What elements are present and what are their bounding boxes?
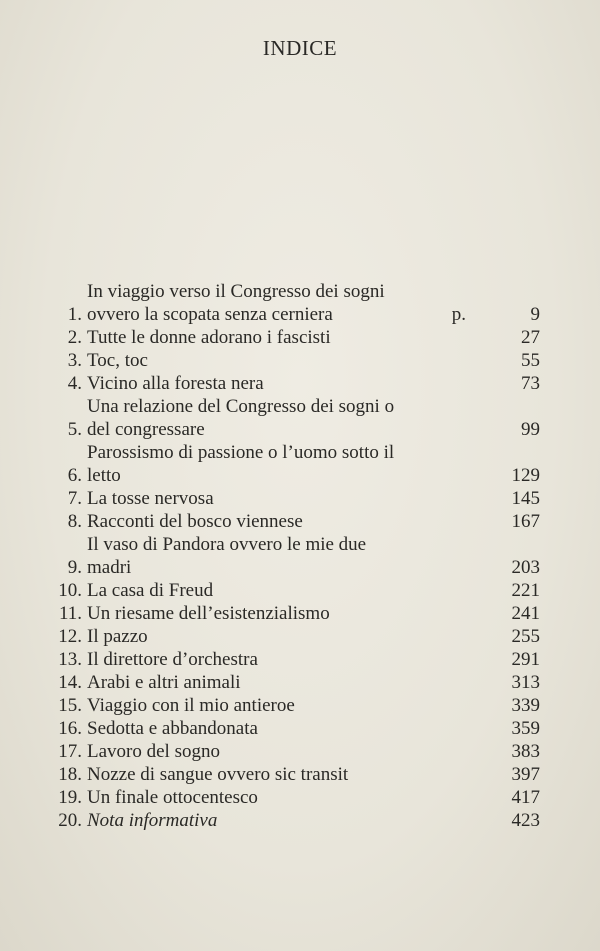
toc-entry-page: 313: [511, 672, 540, 693]
toc-entry-number: 3.: [67, 350, 82, 371]
toc-entry-number: 11.: [58, 603, 82, 624]
toc-entry-title: Una relazione del Congresso dei sogni o: [87, 396, 395, 417]
toc-entry-number: 17.: [58, 741, 82, 762]
toc-entry-page: 241: [511, 603, 540, 624]
toc-entry-number: 13.: [58, 649, 82, 670]
toc-entry: [40, 625, 540, 648]
page-title: INDICE: [262, 36, 338, 60]
toc-entry-title: Nozze di sangue ovvero sic transit: [87, 764, 349, 785]
toc-entry-number: 2.: [67, 327, 82, 348]
toc-entry: [40, 740, 540, 763]
toc-entry-page: 145: [511, 488, 540, 509]
toc-entry-title: Sedotta e abbandonata: [87, 718, 258, 739]
page-prefix: p.: [451, 304, 466, 325]
toc-entry: [40, 280, 540, 326]
toc-entry: [40, 441, 540, 487]
toc-entry-page: 291: [511, 649, 540, 670]
toc-entry-title: letto: [87, 465, 121, 486]
toc-entry: [40, 786, 540, 809]
toc-entry: [40, 326, 540, 349]
toc-entry: [40, 763, 540, 786]
toc-entry: [40, 487, 540, 510]
toc-entry: [40, 809, 540, 832]
toc-entry-number: 20.: [58, 810, 82, 831]
toc-entry-title: madri: [87, 557, 132, 578]
toc-entry-title: Arabi e altri animali: [87, 672, 241, 693]
toc-entry-page: 9: [530, 304, 540, 325]
toc-entry-title: Toc, toc: [87, 350, 148, 371]
toc-entry-number: 4.: [67, 373, 82, 394]
toc-entry-number: 9.: [67, 557, 82, 578]
toc-entry-page: 417: [511, 787, 540, 808]
toc-entry-page: 27: [521, 327, 540, 348]
toc-entry: [40, 395, 540, 441]
toc-entry-page: 359: [511, 718, 540, 739]
toc-entry-title: La casa di Freud: [87, 580, 214, 601]
toc-entry-title: Il pazzo: [87, 626, 148, 647]
toc-entry-number: 1.: [67, 304, 82, 325]
toc-entry-title: ovvero la scopata senza cerniera: [87, 304, 333, 325]
toc-entry-number: 18.: [58, 764, 82, 785]
toc-entry-page: 73: [521, 373, 540, 394]
toc-entry-page: 423: [511, 810, 540, 831]
toc-entry-title: Nota informativa: [87, 810, 218, 831]
table-of-contents: [40, 280, 540, 832]
toc-entry-page: 383: [511, 741, 540, 762]
toc-entry-title: Un finale ottocentesco: [87, 787, 258, 808]
toc-entry-title: Un riesame dell’esistenzialismo: [87, 603, 330, 624]
toc-entry-page: 221: [511, 580, 540, 601]
toc-entry-title: Viaggio con il mio antieroe: [87, 695, 295, 716]
toc-entry: [40, 717, 540, 740]
toc-entry-title: Tutte le donne adorano i fascisti: [87, 327, 331, 348]
toc-entry-number: 14.: [58, 672, 82, 693]
toc-entry-number: 16.: [58, 718, 82, 739]
toc-entry-title: Il vaso di Pandora ovvero le mie due: [87, 534, 367, 555]
toc-entry-page: 339: [511, 695, 540, 716]
toc-entry-page: 99: [521, 419, 540, 440]
toc-entry: [40, 533, 540, 579]
toc-entry-number: 12.: [58, 626, 82, 647]
toc-entry-title: Il direttore d’orchestra: [87, 649, 258, 670]
toc-entry-page: 203: [511, 557, 540, 578]
toc-entry-title: Vicino alla foresta nera: [87, 373, 264, 394]
toc-entry-title: Racconti del bosco viennese: [87, 511, 303, 532]
toc-entry-title: del congressare: [87, 419, 205, 440]
toc-entry-title: Lavoro del sogno: [87, 741, 220, 762]
toc-entry: [40, 648, 540, 671]
toc-entry: [40, 372, 540, 395]
toc-entry-number: 5.: [67, 419, 82, 440]
toc-entry-page: 55: [521, 350, 540, 371]
toc-entry-number: 10.: [58, 580, 82, 601]
toc-entry-number: 7.: [67, 488, 82, 509]
toc-entry-number: 6.: [67, 465, 82, 486]
toc-entry-number: 19.: [58, 787, 82, 808]
toc-entry: [40, 510, 540, 533]
toc-entry-page: 129: [511, 465, 540, 486]
toc-entry: [40, 694, 540, 717]
toc-entry-title: Parossismo di passione o l’uomo sotto il: [87, 442, 395, 463]
toc-entry: [40, 579, 540, 602]
toc-entry-page: 255: [511, 626, 540, 647]
toc-entry: [40, 602, 540, 625]
toc-entry-title: La tosse nervosa: [87, 488, 214, 509]
toc-entry-number: 8.: [67, 511, 82, 532]
toc-entry-page: 167: [511, 511, 540, 532]
toc-entry: [40, 349, 540, 372]
toc-entry-number: 15.: [58, 695, 82, 716]
toc-entry-title: In viaggio verso il Congresso dei sogni: [87, 281, 385, 302]
toc-entry: [40, 671, 540, 694]
toc-entry-page: 397: [511, 764, 540, 785]
